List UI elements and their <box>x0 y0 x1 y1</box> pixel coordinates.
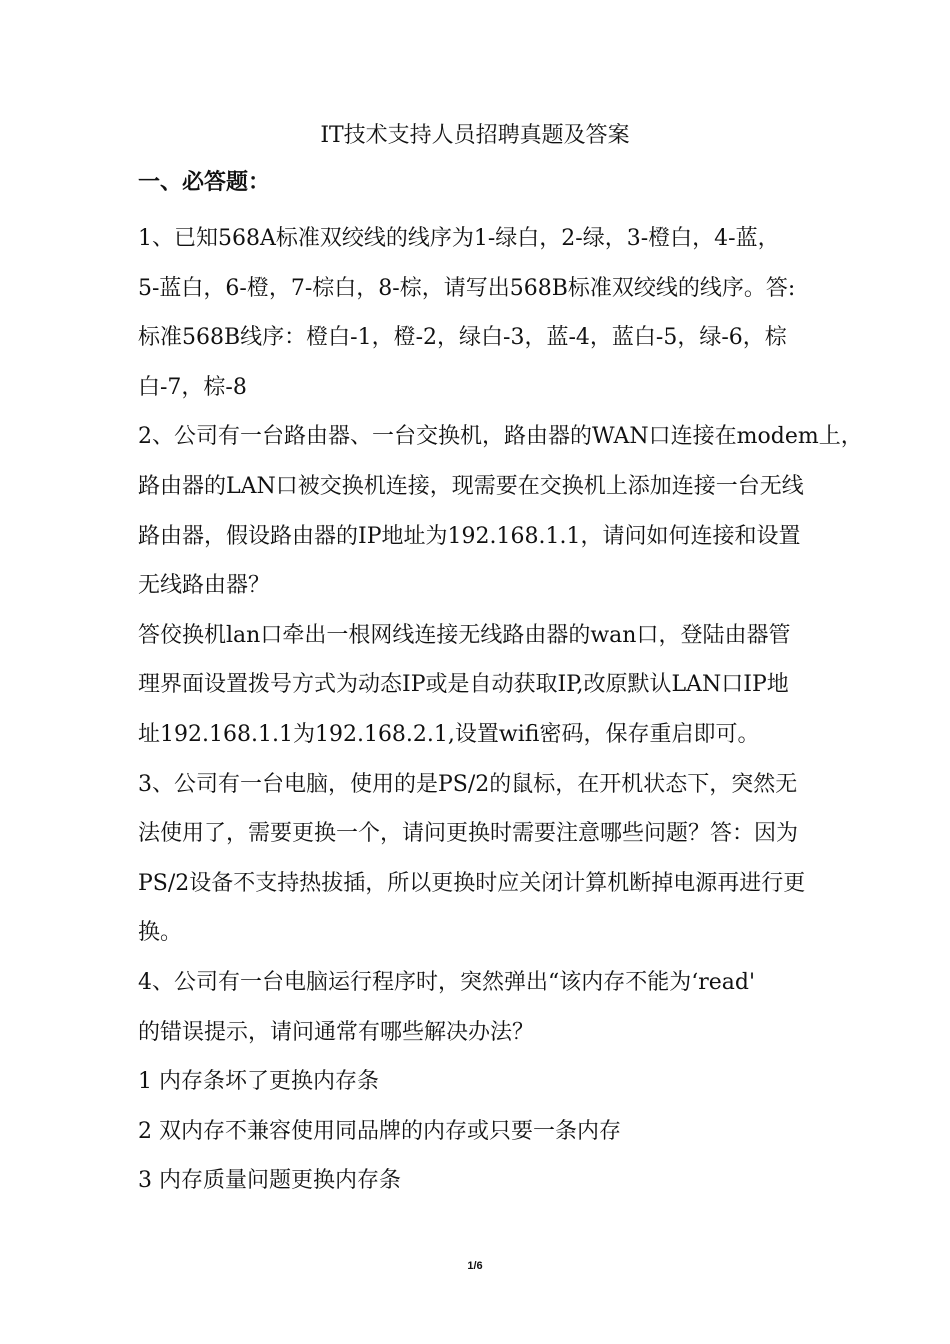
text-line: 换。 <box>138 920 183 946</box>
text-line: 2 双内存不兼容使用同品牌的内存或只要一条内存 <box>138 1118 621 1144</box>
text-line: 1、已知568A标准双绞线的线序为1-绿白，2-绿，3-橙白，4-蓝， <box>138 226 780 251</box>
text-line: 法使用了，需要更换一个，请问更换时需要注意哪些问题？答：因为 <box>138 821 799 847</box>
text-line: PS/2设备不支持热拔插，所以更换时应关闭计算机断掉电源再进行更 <box>138 870 806 896</box>
text-line: 3、公司有一台电脑，使用的是PS/2的鼠标，在开机状态下，突然无 <box>138 771 798 797</box>
text-line: 路由器，假设路由器的IP地址为192.168.1.1，请问如何连接和设置 <box>138 523 801 549</box>
text-line: 的错误提示，请问通常有哪些解决办法？ <box>138 1019 535 1045</box>
page-number: 1/6 <box>467 1260 483 1272</box>
text-line: 理界面设置拨号方式为动态IP或是自动获取IP,改原默认LAN口IP地 <box>138 672 789 698</box>
document-title: IT技术支持人员招聘真题及答案 <box>320 123 630 148</box>
text-line: 1 内存条坏了更换内存条 <box>138 1069 379 1095</box>
text-line: 5-蓝白，6-橙，7-棕白，8-棕，请写出568B标准双绞线的线序。答: <box>138 275 796 301</box>
text-line: 4、公司有一台电脑运行程序时，突然弹出“该内存不能为‘read' <box>138 969 756 995</box>
text-line: 2、公司有一台路由器、一台交换机，路由器的WAN口连接在modem上， <box>138 424 863 450</box>
section-heading: 一、必答题： <box>138 169 271 195</box>
text-line: 3 内存质量问题更换内存条 <box>138 1168 401 1194</box>
text-line: 白-7，棕-8 <box>138 374 247 400</box>
text-line: 标准568B线序：橙白-1，橙-2，绿白-3，蓝-4，蓝白-5，绿-6，棕 <box>138 325 787 351</box>
text-line: 答佼换机lan口牵出一根网线连接无线路由器的wan口，登陆由器管 <box>138 622 791 648</box>
document-body <box>138 214 863 1206</box>
text-line: 址192.168.1.1为192.168.2.1,设置wifi密码，保存重启即可。 <box>138 721 760 747</box>
text-line: 路由器的LAN口被交换机连接，现需要在交换机上添加连接一台无线 <box>138 473 804 499</box>
text-line: 无线路由器？ <box>138 573 271 599</box>
